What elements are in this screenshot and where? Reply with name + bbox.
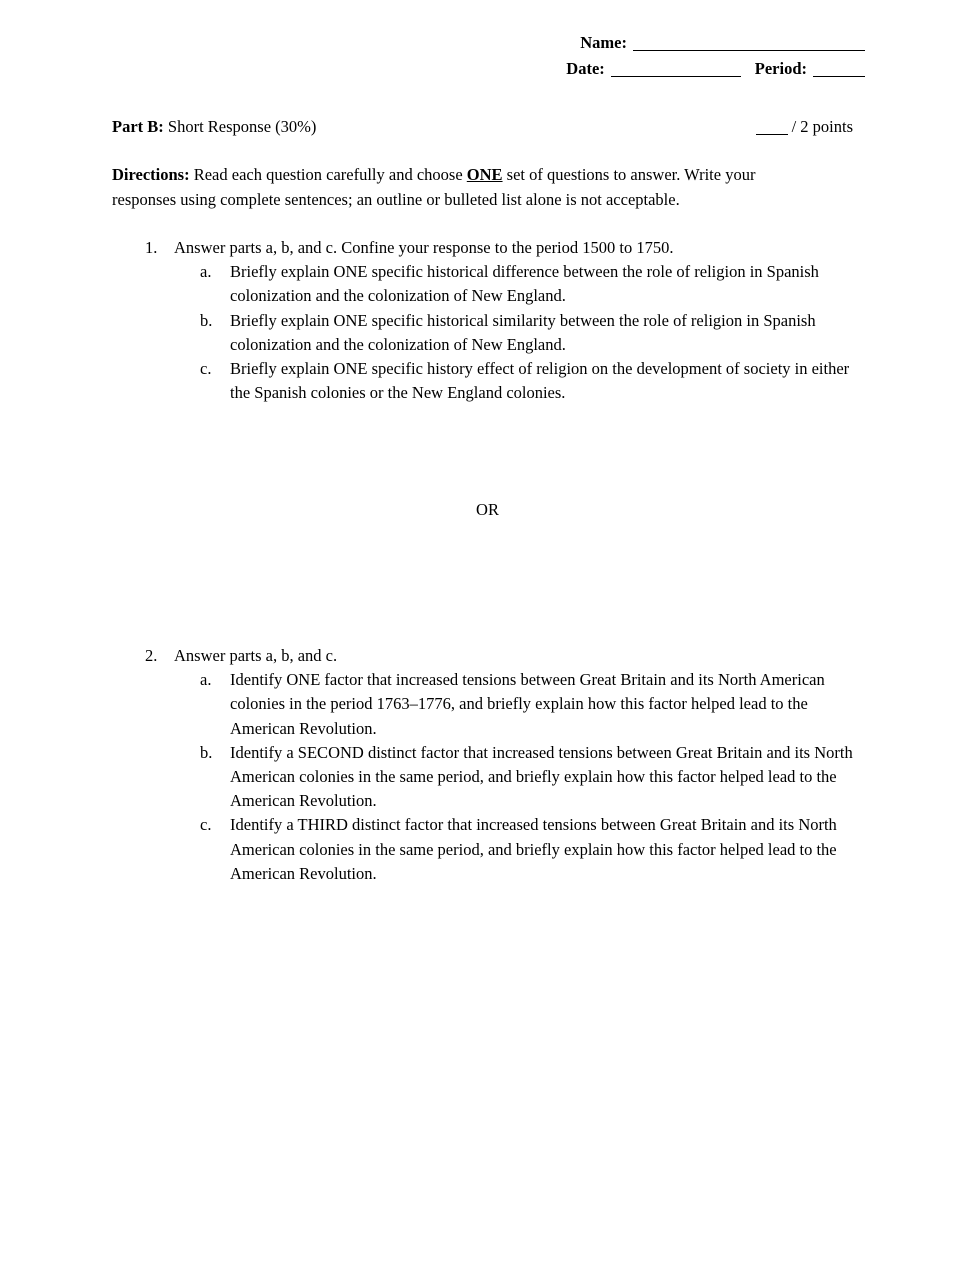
score-area — [756, 116, 853, 138]
question-2-subitem-c-text: Identify a THIRD distinct factor that increased tensions between Great Britain and its North American colonies in the same period, and briefly explain how this factor helped lead to the American Revolution. — [230, 815, 837, 883]
date-label: Date: — [566, 59, 605, 78]
question-2-subitem-b — [200, 741, 860, 814]
part-heading — [112, 116, 316, 138]
question-1-subitems — [200, 260, 860, 405]
directions-label: Directions: — [112, 165, 190, 184]
question-2-stem — [145, 644, 860, 668]
question-1-subitem-c-text: Briefly explain ONE specific history effect of religion on the development of society in either the Spanish colonies or the New England colonies. — [230, 359, 850, 403]
name-write-in-blank[interactable] — [633, 50, 865, 51]
question-1-subitem-a — [200, 260, 860, 308]
period-label: Period: — [754, 59, 807, 78]
period-write-in-blank[interactable] — [813, 76, 865, 77]
question-1-stem — [145, 236, 860, 260]
question-2-subitem-c — [200, 813, 860, 886]
question-1-subitem-c-marker: c. — [200, 359, 212, 379]
student-info-header — [0, 30, 865, 82]
part-label: Part B: — [112, 117, 164, 136]
name-line — [0, 30, 865, 56]
question-1-subitem-a-text: Briefly explain ONE specific historical difference between the role of religion in Spanish colonization and the colonization of New England. — [230, 262, 819, 306]
question-2-subitem-b-text: Identify a SECOND distinct factor that increased tensions between Great Britain and its North American colonies in the same period, and briefly explain how this factor helped lead to the American Revolution. — [230, 742, 853, 811]
question-2-subitem-c-marker: c. — [200, 815, 212, 835]
directions-text-after: set of questions to answer. Write your responses using complete sentences; an outline or bulleted list alone is not acceptable. — [112, 165, 756, 209]
part-heading-row — [112, 116, 853, 138]
question-2-marker: 2. — [145, 646, 158, 665]
directions-paragraph — [112, 163, 812, 212]
question-2-subitems — [200, 668, 860, 886]
or-divider: OR — [476, 500, 499, 519]
points-label: / 2 points — [791, 117, 853, 136]
question-1-subitem-b-marker: b. — [200, 310, 213, 330]
date-write-in-blank[interactable] — [611, 76, 741, 77]
directions-emphasis-one: ONE — [466, 165, 503, 184]
question-2-stem-text: Answer parts a, b, and c. — [174, 646, 338, 665]
question-1 — [145, 236, 860, 405]
question-1-marker: 1. — [145, 238, 158, 257]
date-period-line — [0, 56, 865, 82]
name-label: Name: — [580, 33, 627, 52]
question-1-subitem-b-text: Briefly explain ONE specific historical similarity between the role of religion in Spanish colonization and the colonization of New England. — [230, 310, 816, 354]
score-write-in-blank[interactable] — [756, 134, 788, 135]
question-2-subitem-a — [200, 668, 860, 741]
question-1-subitem-a-marker: a. — [200, 262, 212, 282]
question-1-subitem-b — [200, 309, 860, 357]
question-2 — [145, 644, 860, 886]
question-2-subitem-a-marker: a. — [200, 670, 212, 690]
question-1-subitem-c — [200, 357, 860, 405]
question-2-subitem-b-marker: b. — [200, 742, 213, 762]
directions-text-before: Read each question carefully and choose — [189, 165, 467, 184]
question-2-subitem-a-text: Identify ONE factor that increased tensions between Great Britain and its North American colonies in the period 1763–1776, and briefly explain how this factor helped lead to the American Revolution. — [230, 670, 825, 738]
question-1-stem-text: Answer parts a, b, and c. Confine your response to the period 1500 to 1750. — [174, 238, 674, 257]
part-title: Short Response (30%) — [163, 117, 317, 136]
